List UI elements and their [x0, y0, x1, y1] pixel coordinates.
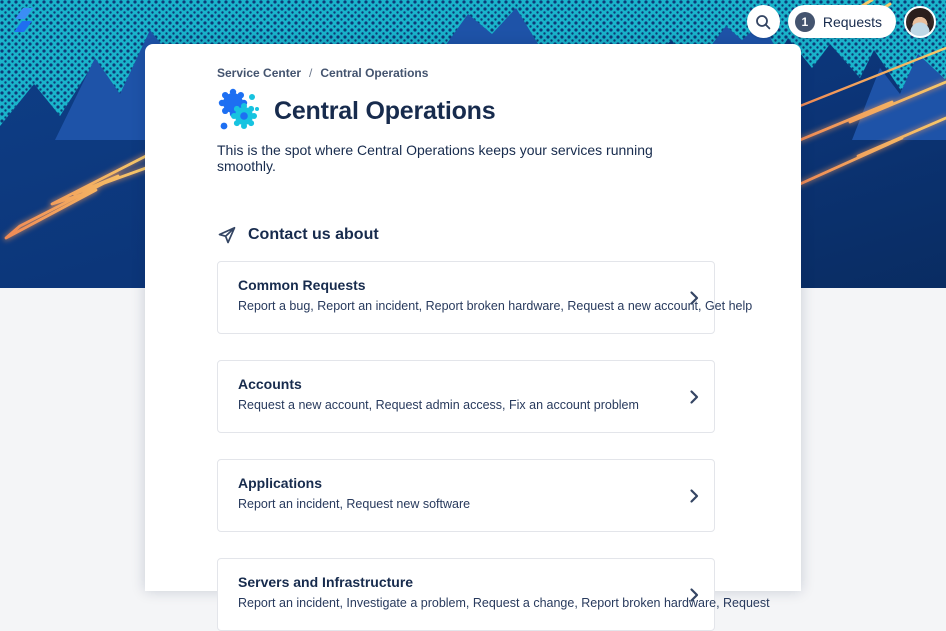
category-description: Report an incident, Investigate a problem, Request a change, Report broken hardware, Request — [238, 596, 770, 610]
page-title: Central Operations — [274, 96, 496, 125]
category-card-common-requests[interactable] — [217, 261, 753, 334]
category-title: Accounts — [238, 376, 302, 392]
requests-count-badge: 1 — [795, 12, 815, 32]
user-avatar[interactable] — [904, 6, 936, 38]
search-icon — [755, 14, 771, 30]
portal-card — [145, 44, 801, 610]
category-description: Request a new account, Request admin access, Fix an account problem — [238, 398, 639, 412]
breadcrumb — [217, 66, 715, 80]
breadcrumb-link-service-center[interactable]: Service Center — [217, 66, 302, 80]
category-list — [217, 261, 770, 631]
search-button[interactable] — [747, 5, 780, 38]
category-description: Report an incident, Request new software — [238, 497, 471, 511]
header-controls — [747, 5, 936, 38]
page-subtitle: This is the spot where Central Operations keeps your services running smoothly. — [217, 142, 653, 174]
category-title: Servers and Infrastructure — [238, 574, 414, 590]
contact-us-heading-label: Contact us about — [248, 226, 379, 243]
send-icon — [217, 225, 237, 245]
category-title: Applications — [238, 475, 323, 491]
category-card-applications[interactable] — [217, 459, 715, 532]
breadcrumb-current: Central Operations — [320, 66, 429, 80]
chevron-right-icon — [690, 291, 699, 305]
requests-button-label: Requests — [822, 13, 882, 30]
category-card-servers-infrastructure[interactable] — [217, 558, 770, 631]
category-title: Common Requests — [238, 277, 366, 293]
chevron-right-icon — [690, 588, 699, 602]
project-gears-icon — [217, 88, 261, 134]
chevron-right-icon — [690, 390, 699, 404]
category-description: Report a bug, Report an incident, Report broken hardware, Request a new account, Get help — [238, 299, 753, 313]
contact-us-heading — [217, 225, 715, 245]
chevron-right-icon — [690, 489, 699, 503]
breadcrumb-separator: / — [309, 66, 313, 80]
project-header — [217, 88, 715, 134]
requests-button[interactable] — [788, 5, 896, 38]
category-card-accounts[interactable] — [217, 360, 715, 433]
